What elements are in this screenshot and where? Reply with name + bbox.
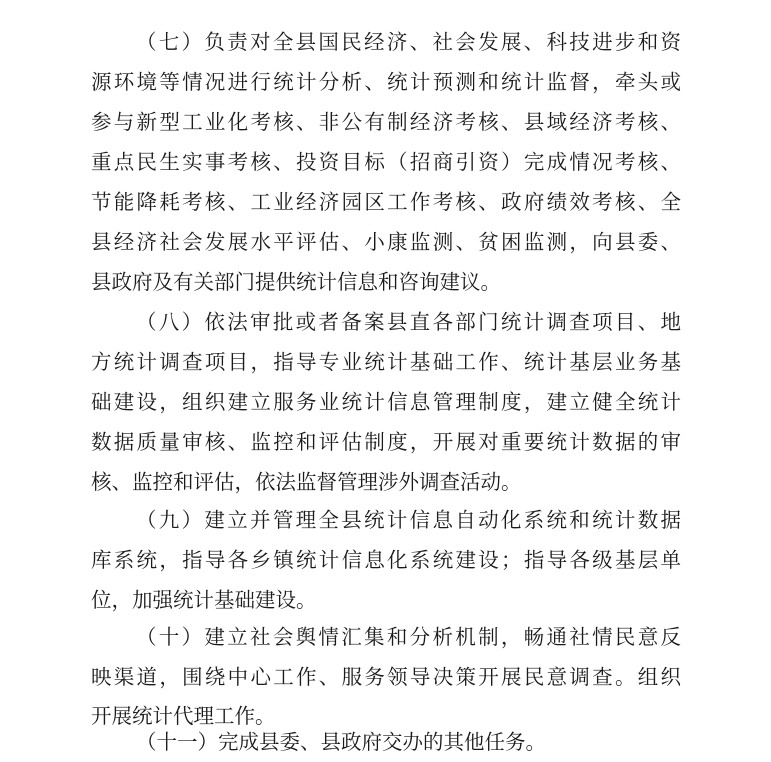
paragraph-10-line-2: 映渠道，围绕中心工作、服务领导决策开展民意调查。组织 [91, 665, 681, 689]
paragraph-8-line-2: 方统计调查项目，指导专业统计基础工作、统计基层业务基 [91, 350, 681, 374]
paragraph-8-line-5: 核、监控和评估，依法监督管理涉外调查活动。 [91, 470, 522, 494]
paragraph-8-line-3: 础建设，组织建立服务业统计信息管理制度，建立健全统计 [91, 390, 681, 414]
paragraph-7-line-3: 参与新型工业化考核、非公有制经济考核、县域经济考核、 [91, 110, 681, 134]
paragraph-7-line-1: （七）负责对全县国民经济、社会发展、科技进步和资 [136, 30, 681, 54]
paragraph-7-line-5: 节能降耗考核、工业经济园区工作考核、政府绩效考核、全 [91, 190, 681, 214]
paragraph-7-line-6: 县经济社会发展水平评估、小康监测、贫困监测，向县委、 [91, 230, 681, 254]
paragraph-7-line-4: 重点民生实事考核、投资目标（招商引资）完成情况考核、 [91, 150, 681, 174]
paragraph-10-line-3: 开展统计代理工作。 [91, 704, 276, 728]
paragraph-8-line-1: （八）依法审批或者备案县直各部门统计调查项目、地 [136, 310, 681, 334]
paragraph-9-line-1: （九）建立并管理全县统计信息自动化系统和统计数据 [136, 508, 681, 532]
paragraph-9-line-2: 库系统，指导各乡镇统计信息化系统建设；指导各级基层单 [91, 548, 681, 572]
paragraph-7-line-2: 源环境等情况进行统计分析、统计预测和统计监督，牵头或 [91, 70, 681, 94]
paragraph-10-line-1: （十）建立社会舆情汇集和分析机制，畅通社情民意反 [136, 625, 681, 649]
paragraph-11-line-1: （十一）完成县委、县政府交办的其他任务。 [136, 730, 546, 754]
paragraph-9-line-3: 位，加强统计基础建设。 [91, 588, 317, 612]
paragraph-8-line-4: 数据质量审核、监控和评估制度，开展对重要统计数据的审 [91, 430, 681, 454]
paragraph-7-line-7: 县政府及有关部门提供统计信息和咨询建议。 [91, 270, 501, 294]
